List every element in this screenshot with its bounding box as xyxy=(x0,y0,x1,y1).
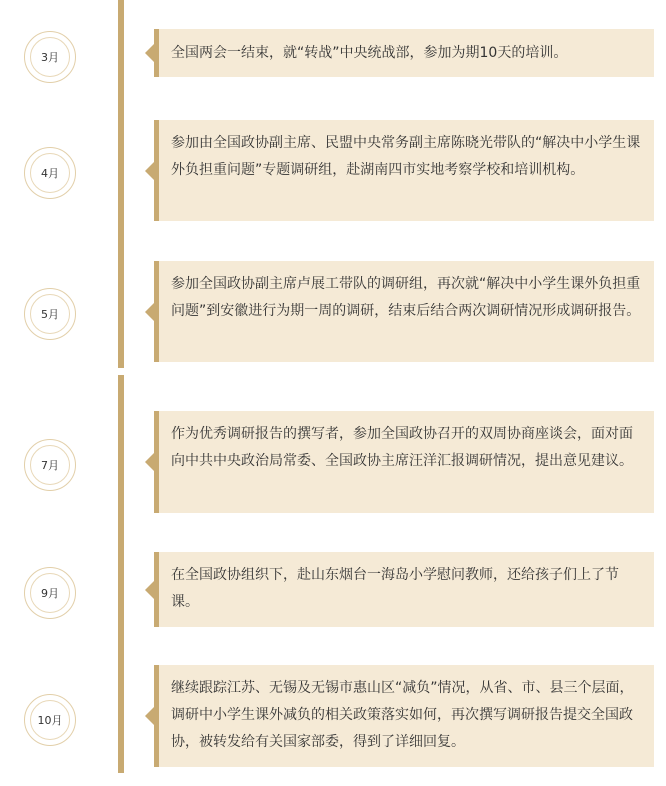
timeline-entry xyxy=(154,261,654,362)
entry-text: 全国两会一结束，就“转战”中央统战部，参加为期10天的培训。 xyxy=(171,45,568,61)
timeline-entry xyxy=(154,552,654,627)
timeline-entry xyxy=(154,29,654,77)
month-badge xyxy=(24,694,76,746)
entry-text: 作为优秀调研报告的撰写者，参加全国政协召开的双周协商座谈会，面对面向中共中央政治局常委、全国政协主席汪洋汇报调研情况，提出意见建议。 xyxy=(171,426,633,469)
month-badge xyxy=(24,567,76,619)
timeline-entry xyxy=(154,665,654,767)
entry-text: 参加由全国政协副主席、民盟中央常务副主席陈晓光带队的“解决中小学生课外负担重问题”专题调研组，赴湖南四市实地考察学校和培训机构。 xyxy=(171,135,641,178)
month-badge xyxy=(24,31,76,83)
month-badge xyxy=(24,288,76,340)
entry-text: 参加全国政协副主席卢展工带队的调研组，再次就“解决中小学生课外负担重问题”到安徽进行为期一周的调研，结束后结合两次调研情况形成调研报告。 xyxy=(171,276,641,319)
entry-text: 继续跟踪江苏、无锡及无锡市惠山区“减负”情况，从省、市、县三个层面，调研中小学生课外减负的相关政策落实如何，再次撰写调研报告提交全国政协，被转发给有关国家部委，得到了详细回复。 xyxy=(171,680,634,750)
month-label: 4月 xyxy=(30,153,70,193)
entry-text: 在全国政协组织下，赴山东烟台一海岛小学慰问教师，还给孩子们上了节课。 xyxy=(171,567,619,610)
month-label: 7月 xyxy=(30,445,70,485)
month-label: 5月 xyxy=(30,294,70,334)
month-label: 3月 xyxy=(30,37,70,77)
timeline-entry xyxy=(154,411,654,513)
timeline-line xyxy=(118,0,124,368)
month-badge xyxy=(24,147,76,199)
month-badge xyxy=(24,439,76,491)
timeline-entry xyxy=(154,120,654,221)
timeline-line xyxy=(118,375,124,773)
month-label: 10月 xyxy=(30,700,70,740)
month-label: 9月 xyxy=(30,573,70,613)
